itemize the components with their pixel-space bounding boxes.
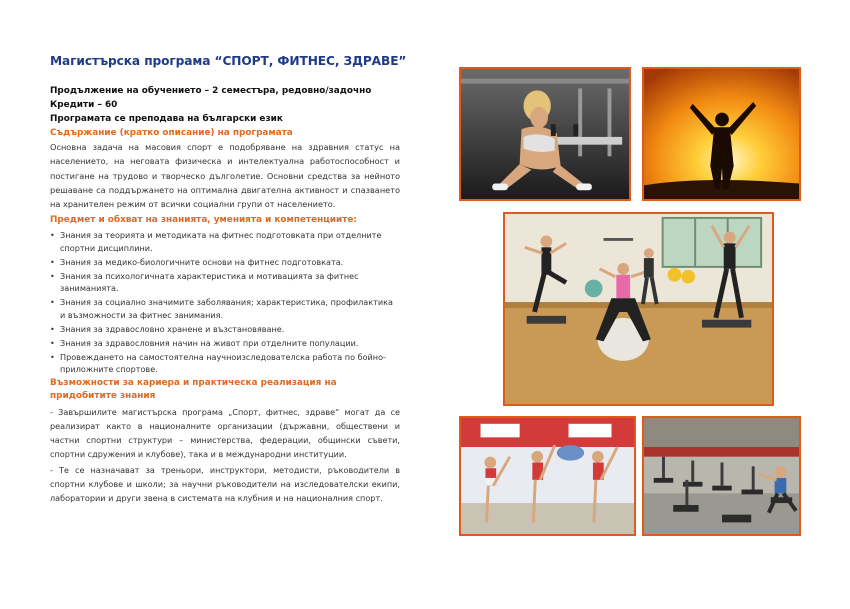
photo-aerobics-class (503, 212, 774, 406)
career-heading: Възможности за кариера и практическа реализация на придобитите знания (50, 378, 337, 402)
list-item: • Знания за теорията и методиката на фитнес подготовката при отделните спортни дисциплини. (50, 229, 400, 254)
meta-language: Програмата се преподава на български език (50, 114, 283, 124)
list-item: • Знания за медико-биологичните основи на фитнес подготовката. (50, 256, 400, 269)
photo-step-aerobics-hall (642, 416, 801, 536)
career-paragraph-2: - Те се назначават за треньори, инструктори, методисти, ръководители в спортни клубове и школи; за научни ръководители на изследователски екипи, лаборатории и други звена в системата на клубния и на националния спорт. (50, 465, 400, 504)
program-meta (50, 84, 400, 126)
content-text: Основна задача на масовия спорт е подобряване на здравния статус на населението, на неговата физическа и интелектуална работоспособност и постигане на трудово и творческо дълголетие. Основни средства за нейното решаване са поддържането на оптимална двигателна активност и спазването на хранителен режим от всички социални групи от населението. (50, 142, 400, 210)
list-item: • Знания за здравословно хранене и възстановяване. (50, 323, 400, 336)
list-item: • Провеждането на самостоятелна научноизследователска работа по бойно-приложните спортове. (50, 351, 400, 376)
knowledge-heading: Предмет и обхват на знанията, уменията и компетенциите: (50, 215, 357, 226)
list-item: • Знания за социално значимите заболявания; характеристика, профилактика и възможности за фитнес занимания. (50, 296, 400, 321)
meta-credits: Кредити – 60 (50, 100, 118, 110)
photo-sunset-silhouette (642, 67, 801, 201)
text-column (50, 54, 407, 505)
page-title: Магистърска програма “СПОРТ, ФИТНЕС, ЗДРАВЕ” (50, 54, 407, 68)
meta-duration: Продължение на обучението – 2 семестъра, редовно/задочно (50, 86, 372, 96)
photo-gym-dumbbell (459, 67, 631, 201)
knowledge-list (50, 229, 400, 376)
list-item: • Знания за здравословния начин на живот при отделните популации. (50, 337, 400, 350)
photo-cheerleaders (459, 416, 636, 536)
career-paragraph-1: - Завършилите магистърска програма „Спорт, фитнес, здраве“ могат да се реализират както в националните организации (държавни, обществени и частни спортни структури – министерства, федерации, общински съвети, спортни сдружения и клубове), така и в международни институции. (50, 407, 400, 460)
list-item: • Знания за психологичната характеристика и мотивацията за фитнес заниманията. (50, 270, 400, 295)
content-heading: Съдържание (кратко описание) на програмата (50, 128, 293, 138)
